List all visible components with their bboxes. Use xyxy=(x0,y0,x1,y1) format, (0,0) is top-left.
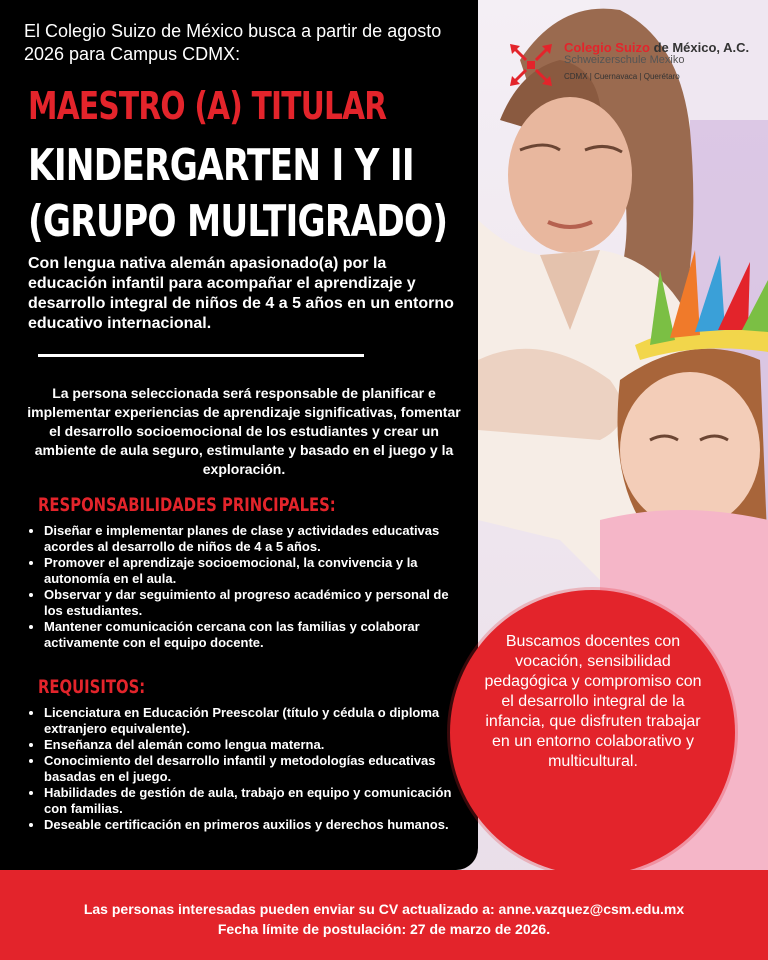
job-subtitle-line2: (GRUPO MULTIGRADO) xyxy=(28,196,448,247)
job-title: MAESTRO (A) TITULAR xyxy=(28,84,387,128)
requirements-heading: REQUISITOS: xyxy=(38,676,146,698)
list-item: • Observar y dar seguimiento al progreso académico y personal de los estudiantes. xyxy=(44,587,464,619)
logo-campuses: CDMX | Cuernavaca | Querétaro xyxy=(564,72,680,81)
intro-text: El Colegio Suizo de México busca a partir de agosto 2026 para Campus CDMX: xyxy=(24,21,442,64)
list-item: • Licenciatura en Educación Preescolar (título y cédula o diploma extranjero equivalente). xyxy=(44,705,464,737)
logo-mark-icon xyxy=(506,40,556,90)
footer-deadline: Fecha límite de postulación: 27 de marzo de 2026. xyxy=(217,921,551,937)
list-item: • Enseñanza del alemán como lengua materna. xyxy=(44,737,464,753)
divider xyxy=(38,354,364,357)
job-subtitle-line1: KINDERGARTEN I Y II xyxy=(28,140,414,191)
logo-name-red: Colegio Suizo xyxy=(564,40,650,55)
logo-name-rest: de México, A.C. xyxy=(649,40,750,55)
footer-contact: Las personas interesadas pueden enviar su CV actualizado a: anne.vazquez@csm.edu.mx xyxy=(83,901,685,917)
lead-paragraph: Con lengua nativa alemán apasionado(a) por la educación infantil para acompañar el aprendizaje y desarrollo integral de niños de 4 a 5 años en un entorno educativo internacional. xyxy=(28,255,454,332)
highlight-text: Buscamos docentes con vocación, sensibilidad pedagógica y compromiso con el desarrollo integral de la infancia, que disfruten trabajar en un entorno colaborativo y multicultural. xyxy=(484,633,702,770)
list-item: • Deseable certificación en primeros auxilios y derechos humanos. xyxy=(44,817,464,833)
logo-name xyxy=(564,40,749,55)
responsibilities-list xyxy=(30,523,464,651)
list-item: • Diseñar e implementar planes de clase y actividades educativas acordes al desarrollo de niños de 4 a 5 años. xyxy=(44,523,464,555)
logo-subtitle: Schweizerschule Mexiko xyxy=(564,54,685,66)
list-item: • Mantener comunicación cercana con las familias y colaborar activamente con el equipo docente. xyxy=(44,619,464,651)
list-item: • Habilidades de gestión de aula, trabajo en equipo y comunicación con familias. xyxy=(44,785,464,817)
school-logo xyxy=(506,40,750,92)
responsibilities-heading: RESPONSABILIDADES PRINCIPALES: xyxy=(38,494,336,516)
list-item: • Conocimiento del desarrollo infantil y metodologías educativas basadas en el juego. xyxy=(44,753,464,785)
list-item: • Promover el aprendizaje socioemocional, la convivencia y la autonomía en el aula. xyxy=(44,555,464,587)
description-paragraph: La persona seleccionada será responsable de planificar e implementar experiencias de aprendizaje significativas, fomentar el desarrollo socioemocional de los estudiantes y crear un ambiente de aula seguro, estimulante y basado en el juego y la exploración. xyxy=(27,385,461,477)
requirements-list xyxy=(30,705,464,833)
